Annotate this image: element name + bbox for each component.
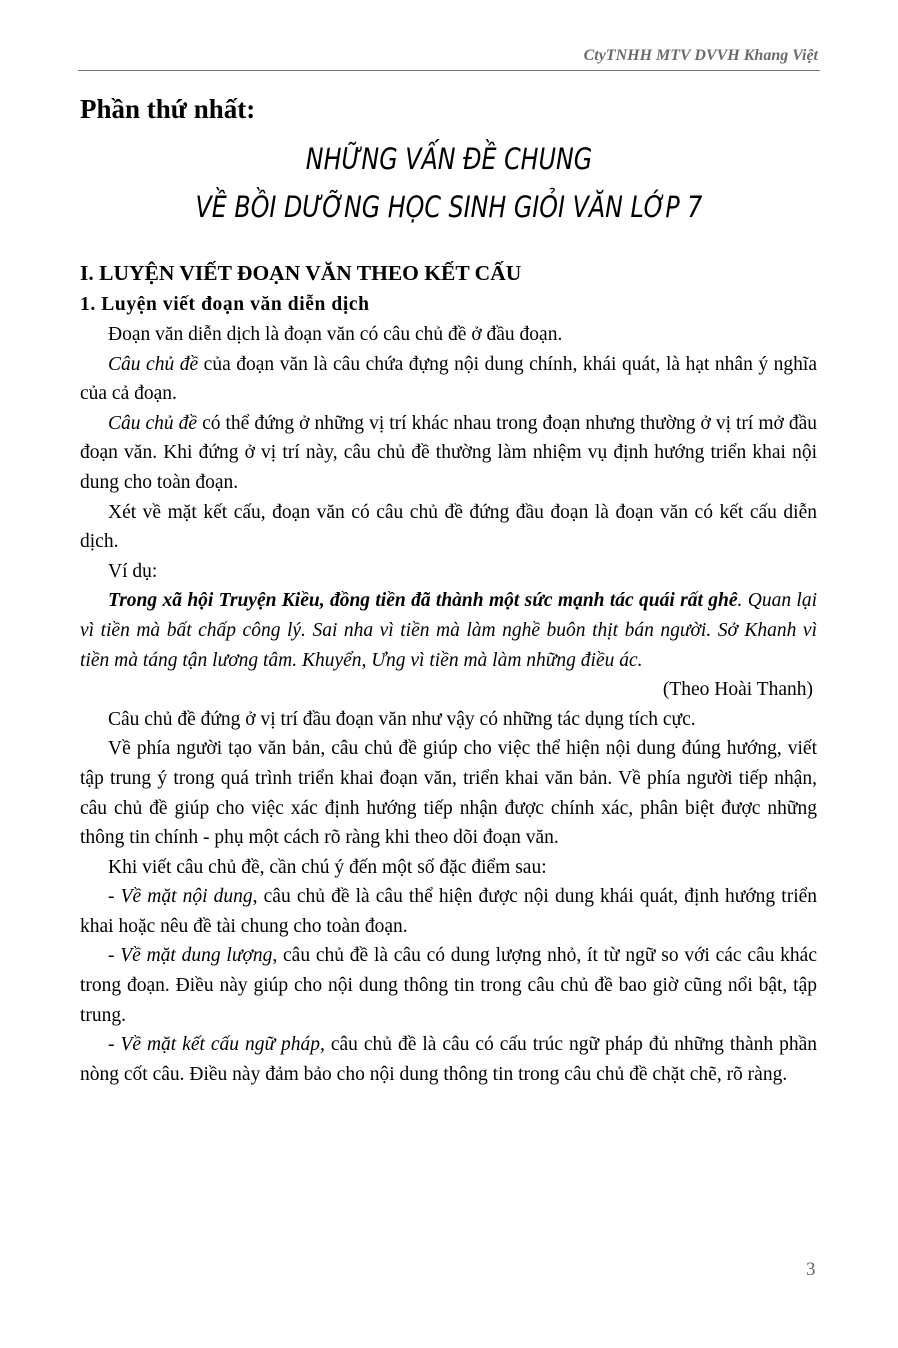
emphasis-term: Câu chủ đề (108, 353, 199, 375)
emphasis-term: Về mặt dung lượng (120, 945, 273, 967)
bullet-item (80, 941, 817, 1030)
page-body (80, 256, 817, 1089)
paragraph: Câu chủ đề đứng ở vị trí đầu đoạn văn như vậy có những tác dụng tích cực. (108, 708, 696, 730)
emphasis-term: Về mặt kết cấu ngữ pháp, (120, 1034, 325, 1056)
bullet-dash: - (108, 945, 121, 967)
paragraph: Đoạn văn diễn dịch là đoạn văn có câu chủ đề ở đầu đoạn. (108, 324, 563, 345)
chapter-title-line-2: VỀ BỒI DƯỠNG HỌC SINH GIỎI VĂN LỚP 7 (195, 190, 703, 224)
example-quote (80, 586, 817, 675)
quote-text: . Quan lại vì tiền mà bất chấp công lý. Sai nha vì tiền mà làm nghề buôn thịt bán người. Sở Khanh vì tiền mà táng tận lương tâm. Khuyển, Ưng vì tiền mà làm những điều ác. (80, 590, 818, 671)
running-header: CtyTNHH MTV DVVH Khang Việt (583, 47, 818, 64)
paragraph-text: câu chủ đề là câu có cấu trúc ngữ pháp đủ những thành phần nòng cốt câu. Điều này đảm bảo cho nội dung thông tin trong câu chủ đề chặt chẽ, rõ ràng. (80, 1034, 817, 1085)
paragraph: Khi viết câu chủ đề, cần chú ý đến một số đặc điểm sau: (108, 856, 547, 878)
chapter-title-line-1: NHỮNG VẤN ĐỀ CHUNG (305, 142, 593, 176)
bullet-dash: - (108, 1034, 121, 1056)
quote-attribution: (Theo Hoài Thanh) (662, 679, 813, 701)
subsection-heading: 1. Luyện viết đoạn văn diễn dịch (80, 294, 370, 315)
section-heading: I. LUYỆN VIẾT ĐOẠN VĂN THEO KẾT CẤU (80, 261, 522, 285)
paragraph-text: của đoạn văn là câu chứa đựng nội dung chính, khái quát, là hạt nhân ý nghĩa của cả đoạn. (80, 353, 817, 405)
paragraph: Về phía người tạo văn bản, câu chủ đề giúp cho việc thể hiện nội dung đúng hướng, viết tập trung ý trong quá trình triển khai đoạn văn, triển khai văn bản. Về phía người tiếp nhận, câu chủ đề giúp cho việc xác định hướng tiếp nhận được chính xác, phân biệt được những thông tin chính - phụ một cách rõ ràng khi theo dõi đoạn văn. (80, 738, 817, 849)
emphasis-term: Câu chủ đề (108, 412, 198, 434)
example-label: Ví dụ: (108, 560, 158, 582)
paragraph-text: , câu chủ đề là câu có dung lượng nhỏ, ít từ ngữ so với các câu khác trong đoạn. Điều này giúp cho nội dung thông tin trong câu chủ đề bao giờ cũng nổi bật, tập trung. (80, 945, 817, 1026)
paragraph-text: , câu chủ đề là câu thể hiện được nội dung khái quát, định hướng triển khai hoặc nêu đề tài chung cho toàn đoạn. (80, 886, 818, 937)
emphasis-term: Về mặt nội dung (120, 886, 253, 908)
bullet-item (80, 882, 817, 941)
paragraph-text: có thể đứng ở những vị trí khác nhau trong đoạn nhưng thường ở vị trí mở đầu đoạn văn. Khi đứng ở vị trí này, câu chủ đề thường làm nhiệm vụ định hướng triển khai nội dung cho toàn đoạn. (80, 412, 817, 493)
paragraph: Xét về mặt kết cấu, đoạn văn có câu chủ đề đứng đầu đoạn là đoạn văn có kết cấu diễn dịch. (80, 501, 817, 553)
paragraph (80, 409, 817, 498)
quote-bold-text: Trong xã hội Truyện Kiều, đồng tiền đã thành một sức mạnh tác quái rất ghê (108, 590, 738, 612)
bullet-item (80, 1030, 817, 1089)
part-label: Phần thứ nhất: (80, 94, 256, 124)
bullet-dash: - (108, 886, 121, 908)
header-divider (78, 70, 820, 71)
paragraph (80, 350, 817, 409)
page-number: 3 (806, 1259, 816, 1280)
